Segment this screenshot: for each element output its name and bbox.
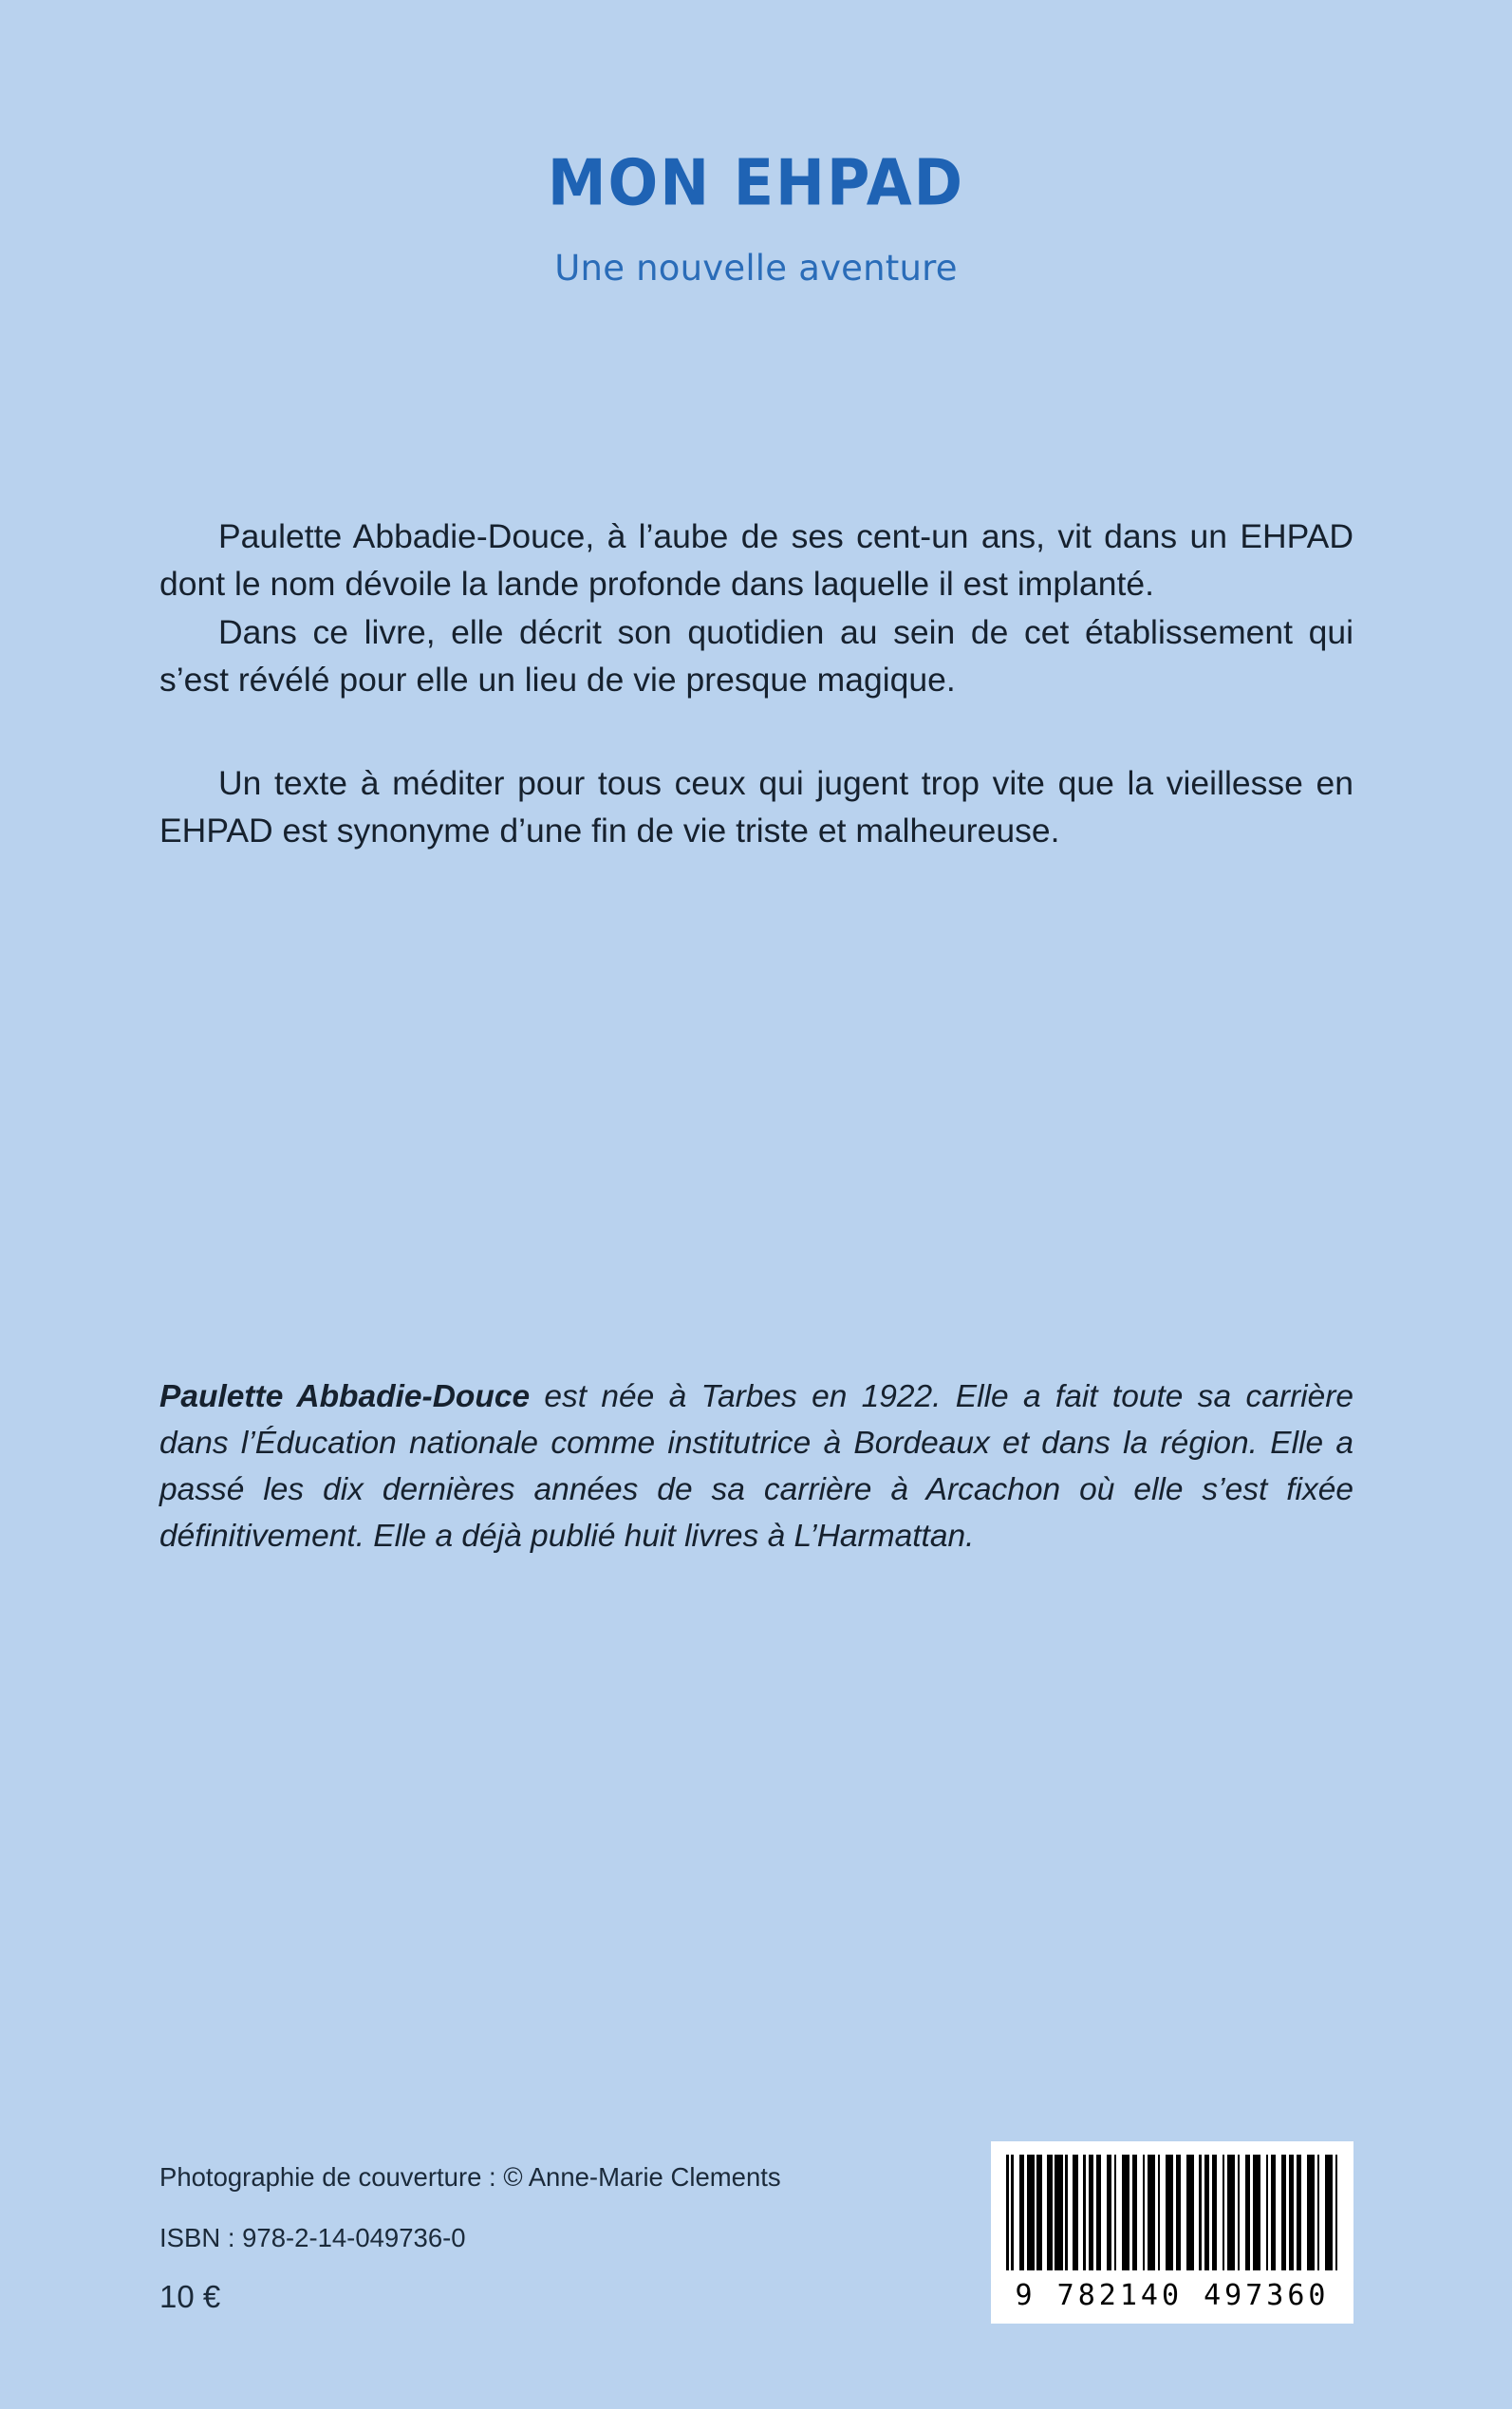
barcode-bars (1006, 2155, 1338, 2270)
barcode-bar (1055, 2155, 1062, 2270)
footer-text-block (159, 2164, 1014, 2312)
barcode-bar (1227, 2155, 1235, 2270)
author-bio-text: est née à Tarbes en 1922. Elle a fait toute sa carrière dans l’Éducation nationale comme institutrice à Bordeaux et dans la région. Elle a passé les dix dernières années de sa carrière à Arcachon où elle s’est fixée définitivement. Elle a déjà publié huit livres à L’Harmattan. (159, 1379, 1353, 1554)
cover-photo-credit: Photographie de couverture : © Anne-Marie Clements (159, 2162, 781, 2192)
barcode (991, 2141, 1353, 2324)
barcode-bar (1307, 2155, 1315, 2270)
title-block (0, 145, 1512, 289)
barcode-bar (1027, 2155, 1035, 2270)
barcode-bar (1253, 2155, 1260, 2270)
page-subtitle: Une nouvelle aventure (554, 248, 958, 289)
blurb-text (159, 513, 1353, 854)
blurb-paragraph: Un texte à méditer pour tous ceux qui jugent trop vite que la vieillesse en EHPAD est synonyme d’une fin de vie triste et malheureuse. (159, 763, 1353, 850)
isbn-text: ISBN : 978-2-14-049736-0 (159, 2222, 466, 2252)
barcode-bar (1186, 2155, 1194, 2270)
barcode-digits: 9 782140 497360 (1015, 2279, 1330, 2312)
barcode-bar (1148, 2155, 1155, 2270)
barcode-bar (1122, 2155, 1129, 2270)
blurb-paragraph: Paulette Abbadie-Douce, à l’aube de ses cent-un ans, vit dans un EHPAD dont le nom dévoile la lande profonde dans laquelle il est implanté. (159, 517, 1353, 604)
author-name: Paulette Abbadie-Douce (159, 1379, 531, 1414)
barcode-bar (1166, 2155, 1173, 2270)
barcode-bar (1325, 2155, 1333, 2270)
blurb-paragraph: Dans ce livre, elle décrit son quotidien au sein de cet établissement qui s’est révélé pour elle un lieu de vie presque magique. (159, 612, 1353, 700)
page-title: MON EHPAD (547, 145, 965, 220)
price-text: 10 € (159, 2279, 221, 2314)
author-bio (159, 1374, 1353, 1560)
barcode-bar (1335, 2155, 1338, 2270)
